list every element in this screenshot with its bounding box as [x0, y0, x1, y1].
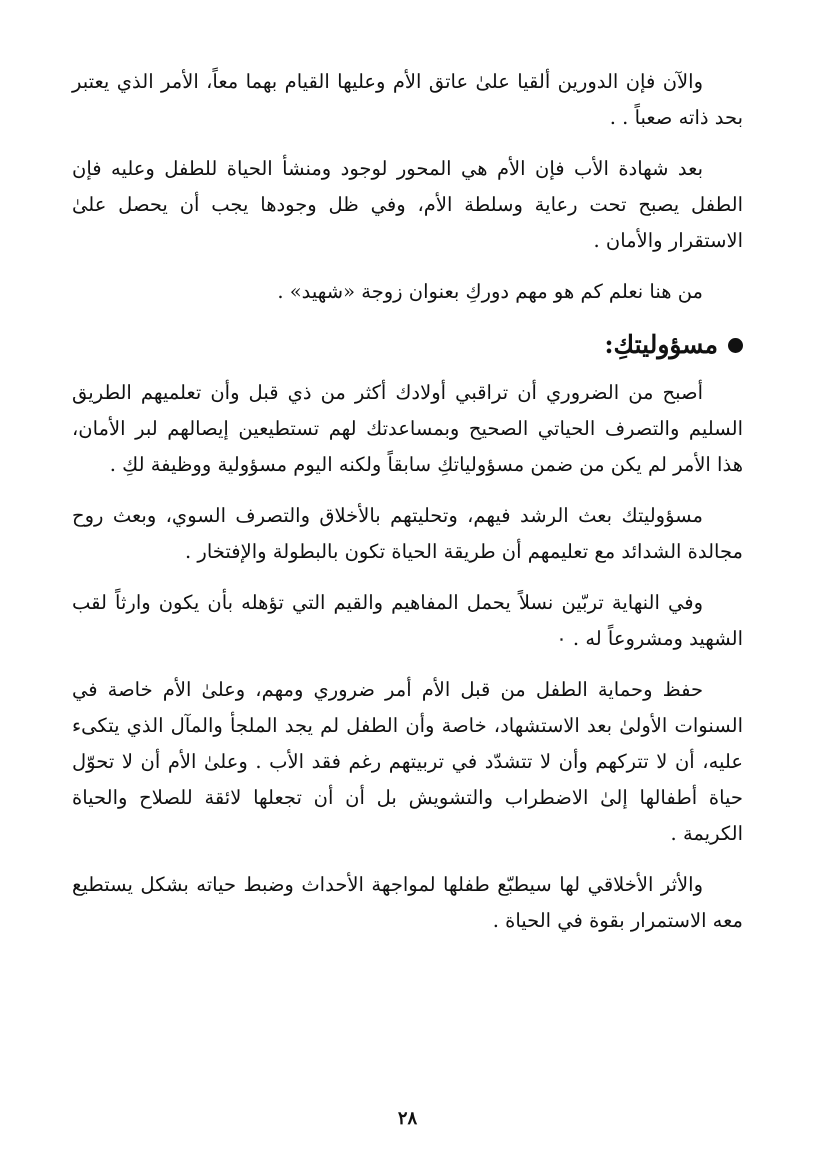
- page-number: ٢٨: [397, 1108, 418, 1129]
- page-body: [72, 64, 743, 954]
- bullet-icon: [728, 338, 743, 353]
- paragraph-intro-3: من هنا نعلم كم هو مهم دوركِ بعنوان زوجة «شهيد» .: [277, 280, 703, 303]
- paragraph-section-1: أصبح من الضروري أن تراقبي أولادك أكثر من ذي قبل وأن تعلميهم الطريق السليم والتصرف الحياتي الصحيح وبمساعدتك لهم تستطيعين إيصالهم لبر الأمان، هذا الأمر لم يكن من ضمن مسؤولياتكِ سابقاً ولكنه اليوم مسؤولية ووظيفة لكِ .: [72, 381, 743, 476]
- section-heading-text: مسؤوليتكِ:: [604, 330, 718, 359]
- paragraph-section-2: مسؤوليتك بعث الرشد فيهم، وتحليتهم بالأخلاق والتصرف السوي، وبعث روح مجالدة الشدائد مع تعليمهم أن طريقة الحياة تكون بالبطولة والإفتخار .: [72, 504, 743, 563]
- paragraph-intro-2: بعد شهادة الأب فإن الأم هي المحور لوجود ومنشأ الحياة للطفل وعليه فإن الطفل يصبح تحت رعاية وسلطة الأم، وفي ظل وجودها يجب أن يحصل علىٰ الاستقرار والأمان .: [72, 157, 743, 252]
- paragraph-section-5: والأثر الأخلاقي لها سيطبّع طفلها لمواجهة الأحداث وضبط حياته بشكل يستطيع معه الاستمرار بقوة في الحياة .: [72, 873, 743, 932]
- paragraph-section-4: حفظ وحماية الطفل من قبل الأم أمر ضروري ومهم، وعلىٰ الأم خاصة في السنوات الأولىٰ بعد الاستشهاد، خاصة وأن الطفل لم يجد الملجأ والمآل الذي يتكىء عليه، أن لا تتركهم وأن لا تتشدّد في تربيتهم رغم فقد الأب . وعلىٰ الأم أن لا تحوّل حياة أطفالها إلىٰ الاضطراب والتشويش بل أن أن تجعلها لائقة للصلاح والحياة الكريمة .: [72, 678, 743, 845]
- section-heading: [72, 325, 743, 365]
- paragraph-intro-1: والآن فإن الدورين ألقيا علىٰ عاتق الأم وعليها القيام بهما معاً، الأمر الذي يعتبر بحد ذاته صعباً . .: [72, 70, 743, 129]
- paragraph-section-3: وفي النهاية تربّين نسلاً يحمل المفاهيم والقيم التي تؤهله بأن يكون وارثاً لقب الشهيد ومشروعاً له . ٠: [72, 591, 743, 650]
